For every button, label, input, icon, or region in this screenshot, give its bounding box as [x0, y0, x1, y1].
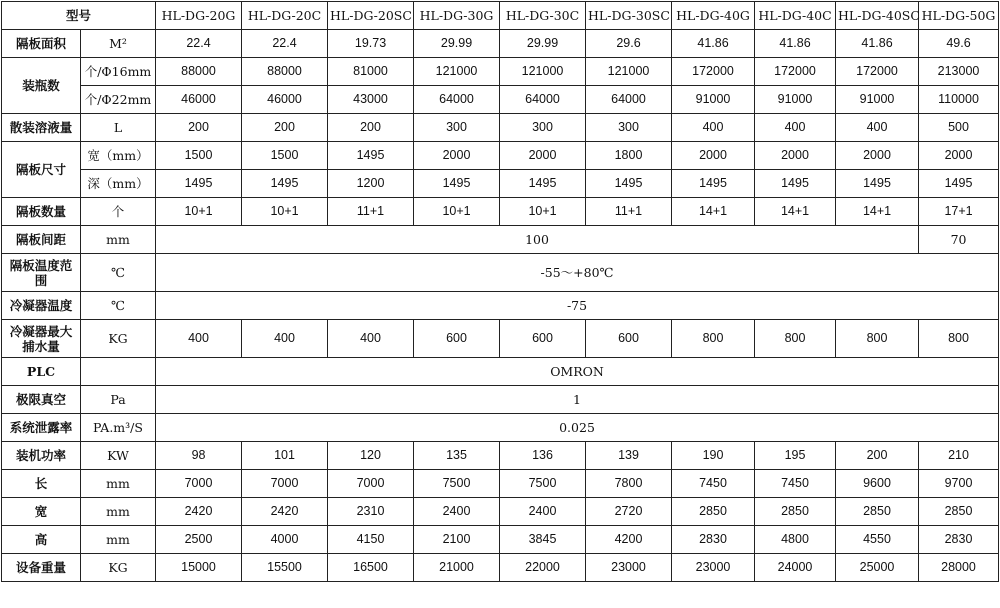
length-value: 7800 [586, 470, 672, 498]
size-width-value: 1500 [242, 142, 328, 170]
count-value: 17+1 [919, 198, 999, 226]
table-row [2, 554, 999, 582]
size-width-value: 1495 [328, 142, 414, 170]
spec-table [1, 1, 999, 582]
bulk-value: 300 [586, 114, 672, 142]
weight-value: 22000 [500, 554, 586, 582]
weight-value: 16500 [328, 554, 414, 582]
table-row [2, 2, 999, 30]
bottles-phi22-value: 46000 [242, 86, 328, 114]
size-width-value: 2000 [919, 142, 999, 170]
size-depth-unit: 深（mm） [81, 170, 156, 198]
bottles-phi22-value: 64000 [500, 86, 586, 114]
plc-value: OMRON [156, 358, 999, 386]
size-depth-value: 1495 [414, 170, 500, 198]
spacing-value: 100 [156, 226, 919, 254]
model-header: HL-DG-30C [500, 2, 586, 30]
bulk-value: 300 [414, 114, 500, 142]
bulk-value: 200 [328, 114, 414, 142]
spacing-label: 隔板间距 [2, 226, 81, 254]
weight-value: 15500 [242, 554, 328, 582]
power-value: 135 [414, 442, 500, 470]
vacuum-label: 极限真空 [2, 386, 81, 414]
cond_cap-value: 400 [328, 320, 414, 358]
length-value: 7450 [755, 470, 836, 498]
vacuum-unit: Pa [81, 386, 156, 414]
power-label: 装机功率 [2, 442, 81, 470]
bottles-phi16-value: 88000 [156, 58, 242, 86]
cond_cap-label: 冷凝器最大捕水量 [2, 320, 81, 358]
weight-unit: KG [81, 554, 156, 582]
height-value: 4550 [836, 526, 919, 554]
width-value: 2400 [414, 498, 500, 526]
weight-value: 25000 [836, 554, 919, 582]
bottles-phi16-value: 121000 [414, 58, 500, 86]
cond_cap-unit: KG [81, 320, 156, 358]
power-value: 98 [156, 442, 242, 470]
leak-label: 系统泄露率 [2, 414, 81, 442]
size-label: 隔板尺寸 [2, 142, 81, 198]
height-value: 4800 [755, 526, 836, 554]
cond_temp-value: -75 [156, 292, 999, 320]
table-row [2, 498, 999, 526]
height-unit: mm [81, 526, 156, 554]
height-value: 4150 [328, 526, 414, 554]
area-value: 41.86 [755, 30, 836, 58]
count-value: 14+1 [672, 198, 755, 226]
length-value: 7500 [500, 470, 586, 498]
count-value: 10+1 [500, 198, 586, 226]
bulk-label: 散装溶液量 [2, 114, 81, 142]
bottles-phi22-value: 46000 [156, 86, 242, 114]
spacing-unit: mm [81, 226, 156, 254]
cond_cap-value: 800 [755, 320, 836, 358]
table-row [2, 114, 999, 142]
width-value: 2720 [586, 498, 672, 526]
model-header: HL-DG-40SC [836, 2, 919, 30]
bulk-value: 200 [156, 114, 242, 142]
cond_temp-label: 冷凝器温度 [2, 292, 81, 320]
length-value: 7500 [414, 470, 500, 498]
weight-value: 28000 [919, 554, 999, 582]
area-value: 29.99 [414, 30, 500, 58]
model-header-label: 型号 [2, 2, 156, 30]
bottles-phi22-value: 110000 [919, 86, 999, 114]
size-depth-value: 1495 [586, 170, 672, 198]
cond_cap-value: 600 [500, 320, 586, 358]
temp_range-unit: ℃ [81, 254, 156, 292]
table-row [2, 442, 999, 470]
width-value: 2420 [242, 498, 328, 526]
table-row [2, 358, 999, 386]
power-value: 210 [919, 442, 999, 470]
height-value: 4000 [242, 526, 328, 554]
size-depth-value: 1495 [672, 170, 755, 198]
plc-unit [81, 358, 156, 386]
length-value: 7000 [242, 470, 328, 498]
size-depth-value: 1495 [156, 170, 242, 198]
model-header: HL-DG-30G [414, 2, 500, 30]
count-value: 14+1 [836, 198, 919, 226]
table-row [2, 292, 999, 320]
bottles-phi22-value: 91000 [755, 86, 836, 114]
bottles-phi22-value: 64000 [586, 86, 672, 114]
model-header: HL-DG-40G [672, 2, 755, 30]
bottles-phi22-value: 91000 [836, 86, 919, 114]
table-row [2, 142, 999, 170]
model-header: HL-DG-20G [156, 2, 242, 30]
power-value: 195 [755, 442, 836, 470]
height-value: 2830 [672, 526, 755, 554]
width-value: 2850 [836, 498, 919, 526]
height-value: 4200 [586, 526, 672, 554]
table-row [2, 386, 999, 414]
cond_cap-value: 800 [672, 320, 755, 358]
bottles-label: 装瓶数 [2, 58, 81, 114]
height-value: 2500 [156, 526, 242, 554]
model-header: HL-DG-20SC [328, 2, 414, 30]
spacing-value-last: 70 [919, 226, 999, 254]
bulk-value: 400 [755, 114, 836, 142]
size-width-unit: 宽（mm） [81, 142, 156, 170]
area-value: 19.73 [328, 30, 414, 58]
length-value: 7000 [328, 470, 414, 498]
width-value: 2400 [500, 498, 586, 526]
bottles-phi16-value: 121000 [500, 58, 586, 86]
size-width-value: 2000 [672, 142, 755, 170]
weight-value: 21000 [414, 554, 500, 582]
cond_cap-value: 400 [242, 320, 328, 358]
weight-value: 23000 [586, 554, 672, 582]
size-depth-value: 1200 [328, 170, 414, 198]
size-width-value: 2000 [755, 142, 836, 170]
table-row [2, 226, 999, 254]
length-value: 9700 [919, 470, 999, 498]
width-value: 2310 [328, 498, 414, 526]
power-value: 101 [242, 442, 328, 470]
bottles-phi16-value: 172000 [836, 58, 919, 86]
size-width-value: 1500 [156, 142, 242, 170]
table-row [2, 170, 999, 198]
count-value: 11+1 [328, 198, 414, 226]
count-value: 10+1 [242, 198, 328, 226]
table-row [2, 320, 999, 358]
bulk-value: 500 [919, 114, 999, 142]
size-depth-value: 1495 [500, 170, 586, 198]
length-label: 长 [2, 470, 81, 498]
weight-value: 15000 [156, 554, 242, 582]
plc-label: PLC [2, 358, 81, 386]
bottles-phi22-value: 43000 [328, 86, 414, 114]
table-row [2, 254, 999, 292]
size-width-value: 2000 [414, 142, 500, 170]
table-row [2, 198, 999, 226]
height-value: 2830 [919, 526, 999, 554]
count-unit: 个 [81, 198, 156, 226]
size-width-value: 1800 [586, 142, 672, 170]
width-unit: mm [81, 498, 156, 526]
cond_cap-value: 600 [586, 320, 672, 358]
count-label: 隔板数量 [2, 198, 81, 226]
power-value: 136 [500, 442, 586, 470]
power-unit: KW [81, 442, 156, 470]
size-depth-value: 1495 [919, 170, 999, 198]
cond_cap-value: 400 [156, 320, 242, 358]
model-header: HL-DG-50G [919, 2, 999, 30]
area-value: 22.4 [156, 30, 242, 58]
size-depth-value: 1495 [755, 170, 836, 198]
size-width-value: 2000 [836, 142, 919, 170]
leak-unit: PA.m³/S [81, 414, 156, 442]
area-value: 49.6 [919, 30, 999, 58]
model-header: HL-DG-40C [755, 2, 836, 30]
width-value: 2850 [919, 498, 999, 526]
bottles-phi22-value: 64000 [414, 86, 500, 114]
area-value: 41.86 [836, 30, 919, 58]
bottles-phi16-value: 213000 [919, 58, 999, 86]
bottles-phi22-value: 91000 [672, 86, 755, 114]
bottles-phi16-value: 172000 [755, 58, 836, 86]
power-value: 120 [328, 442, 414, 470]
power-value: 200 [836, 442, 919, 470]
table-row [2, 30, 999, 58]
leak-value: 0.025 [156, 414, 999, 442]
length-value: 7450 [672, 470, 755, 498]
size-depth-value: 1495 [836, 170, 919, 198]
cond_temp-unit: ℃ [81, 292, 156, 320]
cond_cap-value: 800 [836, 320, 919, 358]
table-row [2, 414, 999, 442]
length-value: 7000 [156, 470, 242, 498]
temp_range-value: -55～+80℃ [156, 254, 999, 292]
bottles-phi16-value: 172000 [672, 58, 755, 86]
area-value: 22.4 [242, 30, 328, 58]
length-value: 9600 [836, 470, 919, 498]
size-depth-value: 1495 [242, 170, 328, 198]
weight-value: 24000 [755, 554, 836, 582]
count-value: 10+1 [414, 198, 500, 226]
bulk-value: 400 [836, 114, 919, 142]
bottles-phi16-unit: 个/Φ16mm [81, 58, 156, 86]
table-row [2, 86, 999, 114]
weight-label: 设备重量 [2, 554, 81, 582]
size-width-value: 2000 [500, 142, 586, 170]
power-value: 139 [586, 442, 672, 470]
bottles-phi16-value: 121000 [586, 58, 672, 86]
height-value: 2100 [414, 526, 500, 554]
area-value: 29.99 [500, 30, 586, 58]
model-header: HL-DG-30SC [586, 2, 672, 30]
bottles-phi16-value: 81000 [328, 58, 414, 86]
width-value: 2420 [156, 498, 242, 526]
count-value: 10+1 [156, 198, 242, 226]
table-row [2, 470, 999, 498]
height-label: 高 [2, 526, 81, 554]
power-value: 190 [672, 442, 755, 470]
width-value: 2850 [755, 498, 836, 526]
bottles-phi22-unit: 个/Φ22mm [81, 86, 156, 114]
bottles-phi16-value: 88000 [242, 58, 328, 86]
area-label: 隔板面积 [2, 30, 81, 58]
bulk-value: 400 [672, 114, 755, 142]
temp_range-label: 隔板温度范围 [2, 254, 81, 292]
model-header: HL-DG-20C [242, 2, 328, 30]
count-value: 14+1 [755, 198, 836, 226]
width-label: 宽 [2, 498, 81, 526]
width-value: 2850 [672, 498, 755, 526]
weight-value: 23000 [672, 554, 755, 582]
cond_cap-value: 800 [919, 320, 999, 358]
vacuum-value: 1 [156, 386, 999, 414]
length-unit: mm [81, 470, 156, 498]
height-value: 3845 [500, 526, 586, 554]
area-value: 41.86 [672, 30, 755, 58]
bulk-value: 200 [242, 114, 328, 142]
bulk-unit: L [81, 114, 156, 142]
bulk-value: 300 [500, 114, 586, 142]
cond_cap-value: 600 [414, 320, 500, 358]
table-row [2, 58, 999, 86]
table-row [2, 526, 999, 554]
area-value: 29.6 [586, 30, 672, 58]
area-unit: M² [81, 30, 156, 58]
count-value: 11+1 [586, 198, 672, 226]
